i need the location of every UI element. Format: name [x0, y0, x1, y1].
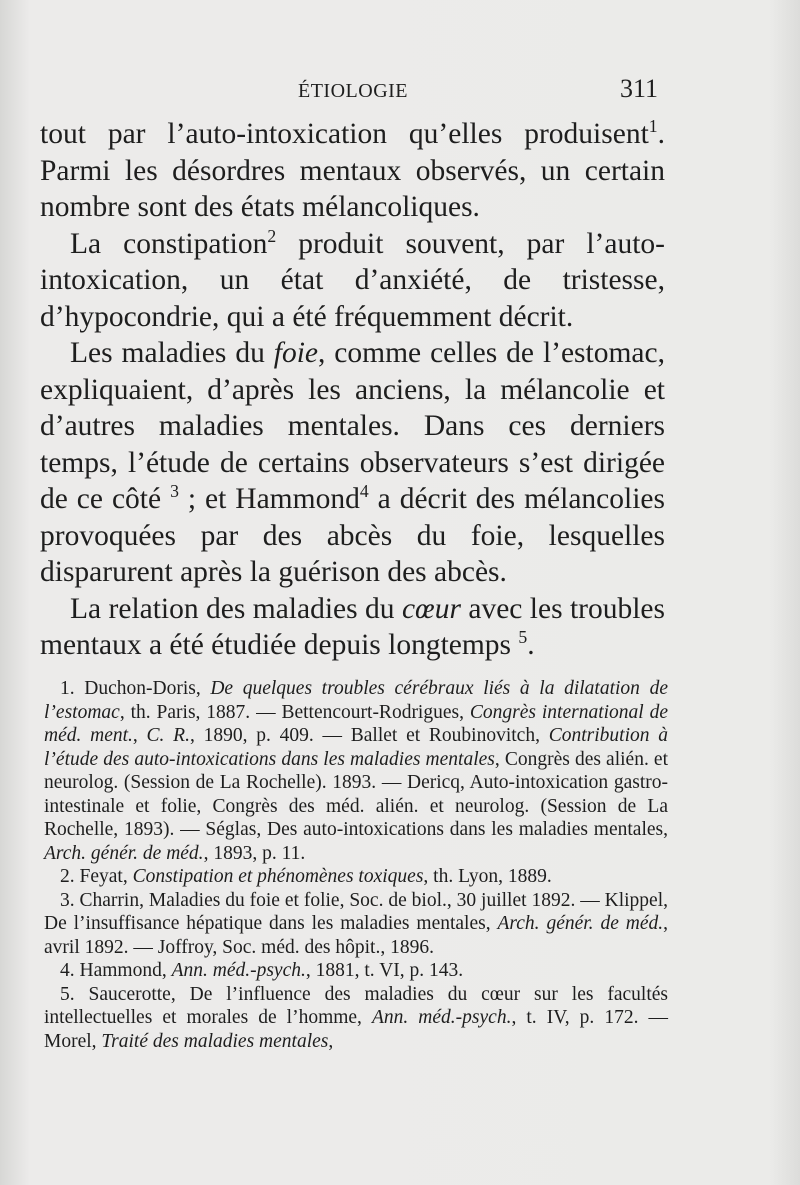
text-run: .: [527, 629, 535, 661]
footnote: [44, 677, 668, 865]
page-number: 311: [620, 74, 659, 103]
text-run: ,: [132, 725, 147, 746]
text-run: 4. Hammond,: [60, 960, 172, 981]
text-run: , th. Paris, 1887. — Bettencourt-Rodrigues,: [119, 701, 470, 723]
text-run: 3. Charrin, Maladies du foie et folie, Soc. de biol., 30 juillet 1892. — Klippel, De l’insuffisance hépatique dans les maladies mentales,: [44, 889, 668, 934]
text-run: a décrit des mélancolies provoquées par des abcès du foie, lesquelles disparurent après la guérison des abcès.: [40, 483, 665, 588]
italic-text: De quelques troubles cérébraux liés à la dilatation de l’estomac: [44, 678, 668, 723]
italic-text: Ann. méd.-psych.: [171, 960, 306, 981]
text-run: ,: [328, 1030, 334, 1052]
text-run: , 1893, p. 11.: [203, 842, 306, 864]
italic-text: cœur: [401, 592, 461, 625]
text-run: 1. Duchon-Doris,: [60, 678, 211, 699]
italic-text: Traité des maladies mentales: [101, 1030, 329, 1052]
footnote-ref: 2: [267, 225, 277, 246]
italic-text: C. R.: [146, 725, 190, 746]
text-run: , Congrès des alién. et neurolog. (Session de La Rochelle). 1893. — Dericq, Auto-intoxication gastro-intestinale et folie, Congrès des méd. alién. et neurolog. (Session de La Rochelle, 1893). — Séglas, Des auto-intoxications dans les maladies mentales,: [44, 748, 668, 840]
italic-text: foie: [273, 337, 318, 369]
italic-text: Congrès international de méd. ment.: [44, 701, 668, 746]
italic-text: Contribution à l’étude des auto-intoxications dans les maladies mentales: [44, 725, 668, 770]
italic-text: Arch. génér. de méd.: [44, 842, 204, 864]
text-run: , th. Lyon, 1889.: [423, 866, 552, 887]
text-run: produit souvent, par l’auto-intoxication, un état d’anxiété, de tristesse, d’hypocondrie, qui a été fréquemment décrit.: [40, 227, 665, 333]
paragraph: [40, 591, 665, 664]
italic-text: Ann. méd.-psych.: [371, 1007, 512, 1028]
paragraph: [40, 116, 665, 226]
footnote: [44, 983, 668, 1054]
italic-text: Arch. génér. de méd.: [497, 913, 664, 934]
italic-text: Constipation et phénomènes toxiques: [132, 866, 424, 887]
footnote-ref: 1: [648, 116, 658, 137]
text-run: , avril 1892. — Joffroy, Soc. méd. des hôpit., 1896.: [44, 913, 668, 958]
footnote: [44, 865, 668, 889]
text-run: La constipation: [70, 227, 268, 260]
text-run: 2. Feyat,: [60, 866, 133, 887]
footnote: [44, 889, 668, 960]
text-run: , t. IV, p. 172. — Morel,: [44, 1007, 669, 1052]
text-run: 5. Saucerotte, De l’influence des maladies du cœur sur les facultés intellectuelles et morales de l’homme,: [44, 983, 668, 1028]
footnote-ref: 4: [359, 481, 369, 502]
paragraph: [40, 335, 665, 591]
footnote-ref: 5: [518, 627, 528, 648]
paragraph: [40, 226, 665, 336]
text-run: , 1890, p. 409. — Ballet et Roubinovitch,: [189, 725, 549, 746]
text-run: ; et Hammond: [178, 483, 360, 515]
text-run: . Parmi les désordres mentaux observés, un certain nombre sont des états mélancoliques.: [40, 118, 665, 223]
text-run: , comme celles de l’estomac, expliquaient, d’après les anciens, la mélancolie et d’autres maladies mentales. Dans ces derniers temps, l’étude de certains observateurs s’est dirigée de ce côté: [40, 337, 665, 515]
text-run: Les maladies du: [70, 337, 274, 369]
footnotes: [44, 677, 668, 1053]
footnote-ref: 3: [170, 481, 179, 502]
footnote: [44, 959, 668, 983]
text-run: La relation des maladies du: [70, 592, 402, 625]
running-head: ÉTIOLOGIE: [298, 80, 409, 102]
body-text: [40, 116, 665, 664]
text-run: tout par l’auto-intoxication qu’elles produisent: [40, 118, 649, 150]
text-run: , 1881, t. VI, p. 143.: [305, 960, 464, 981]
text-run: avec les troubles mentaux a été étudiée depuis longtemps: [40, 592, 666, 661]
